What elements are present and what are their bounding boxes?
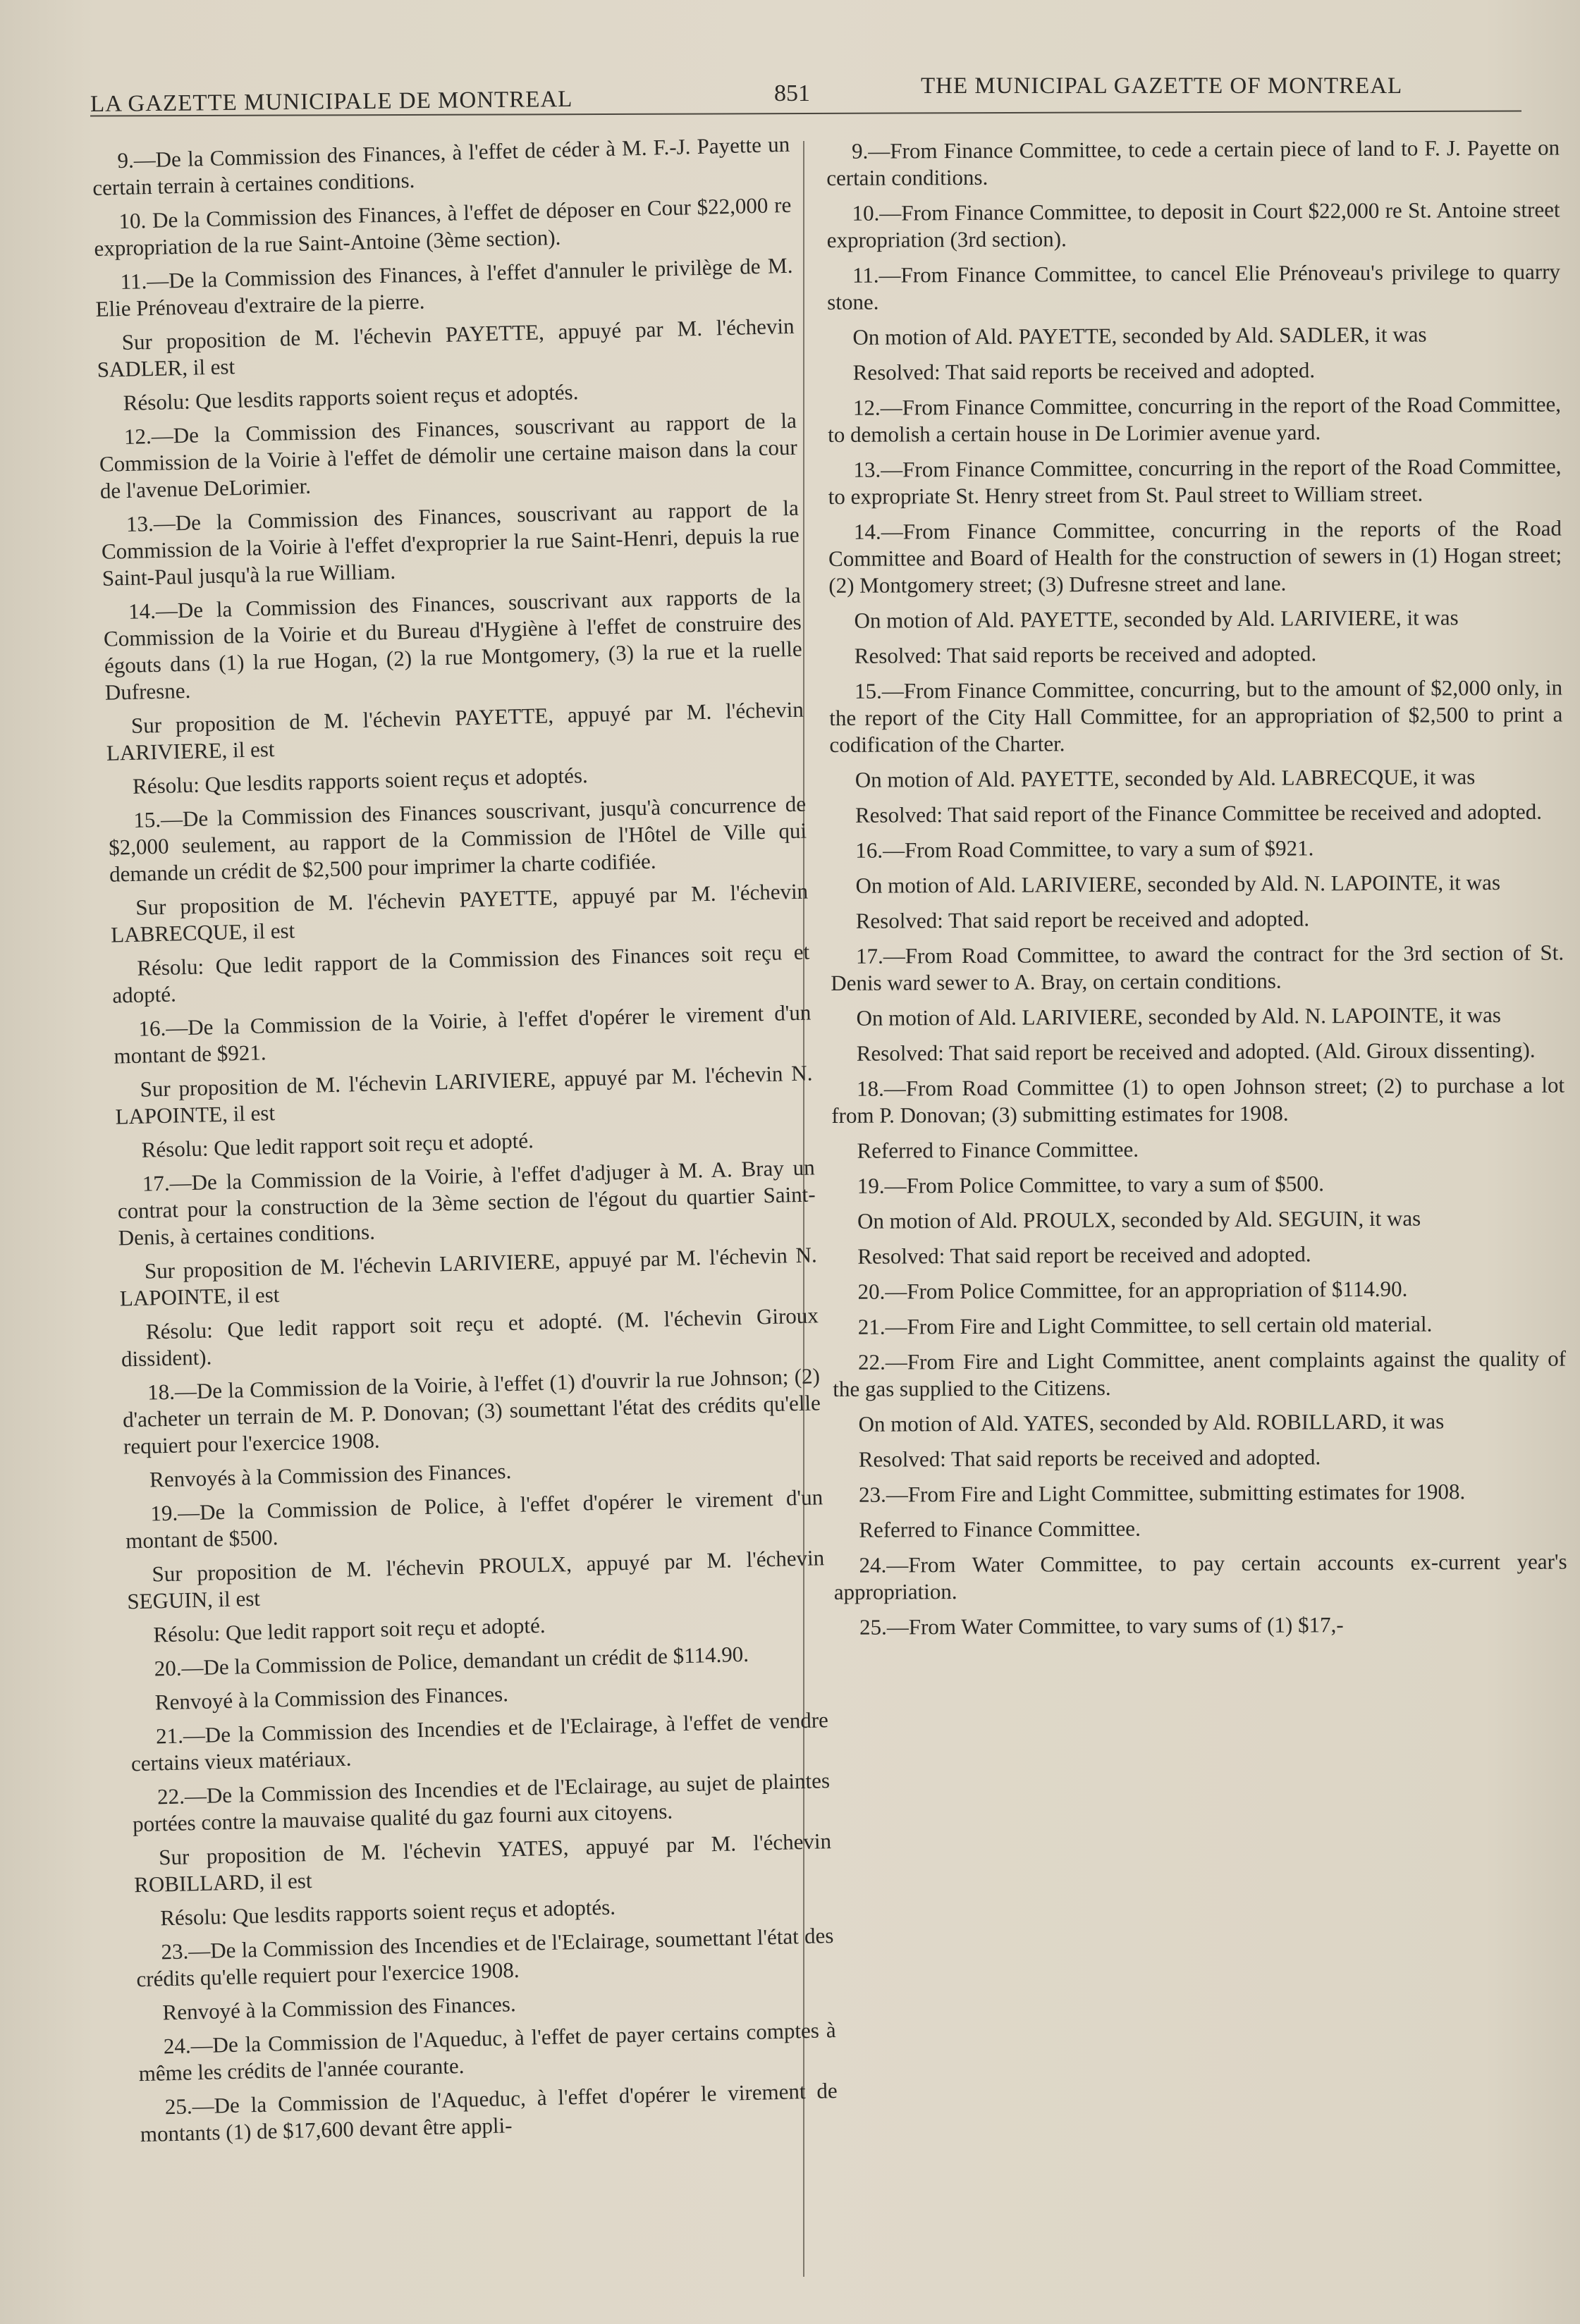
french-paragraph: Résolu: Que ledit rapport soit reçu et adopté. (153, 1612, 546, 1647)
french-paragraph: Sur proposition de M. l'échevin PAYETTE, appuyé par M. l'échevin LARIVIERE, il est (106, 696, 804, 766)
french-paragraph: Sur proposition de M. l'échevin YATES, appuyé par M. l'échevin ROBILLARD, il est (133, 1828, 832, 1898)
french-paragraph: 15.—De la Commission des Finances souscrivant, jusqu'à concurrence de $2,000 seulement, au rapport de la Commission de l'Hôtel de Ville qui demande un crédit de $2,500 pour imprimer la charte codifiée. (108, 791, 807, 887)
french-paragraph: Renvoyés à la Commission des Finances. (149, 1458, 512, 1492)
english-paragraph: 22.—From Fire and Light Committee, anent complaints against the quality of the gas supplied to the Citizens. (833, 1346, 1567, 1401)
french-paragraph: Renvoyé à la Commission des Finances. (154, 1681, 509, 1715)
english-paragraph: 23.—From Fire and Light Committee, submitting estimates for 1908. (858, 1479, 1466, 1507)
english-column (826, 135, 1567, 1649)
english-paragraph: 20.—From Police Committee, for an appropriation of $114.90. (857, 1276, 1408, 1304)
english-paragraph: On motion of Ald. PROULX, seconded by Ald. SEGUIN, it was (857, 1205, 1421, 1234)
english-paragraph: 14.—From Finance Committee, concurring in the reports of the Road Committee and Board of Health for the construction of sewers in (1) Hogan street; (2) Montgomery street; (3) Dufresne street and lane. (828, 515, 1562, 598)
english-paragraph: On motion of Ald. PAYETTE, seconded by Ald. SADLER, it was (852, 321, 1427, 350)
french-paragraph: Résolu: Que lesdits rapports soient reçus et adoptés. (123, 379, 579, 416)
english-paragraph: 21.—From Fire and Light Committee, to sell certain old material. (857, 1311, 1433, 1339)
french-paragraph: 20.—De la Commission de Police, demandant un crédit de $114.90. (154, 1641, 749, 1681)
english-paragraph: Resolved: That said reports be received and adopted. (854, 641, 1317, 668)
french-paragraph: 11.—De la Commission des Finances, à l'effet d'annuler le privilège de M. Elie Prénoveau d'extraire de la pierre. (95, 252, 793, 321)
french-paragraph: 21.—De la Commission des Incendies et de l'Eclairage, à l'effet de vendre certains vieux matériaux. (130, 1707, 829, 1776)
french-paragraph: 13.—De la Commission des Finances, souscrivant au rapport de la Commission de la Voirie à l'effet d'exproprier la rue Saint-Henri, depuis la rue Saint-Paul jusqu'à la rue William. (101, 495, 800, 591)
french-paragraph: 18.—De la Commission de la Voirie, à l'effet (1) d'ouvrir la rue Johnson; (2) d'acheter un terrain de M. P. Donovan; (3) soumettant l'état des crédits qu'elle requiert pour l'exercice 1908. (122, 1363, 821, 1459)
english-paragraph: 25.—From Water Committee, to vary sums of (1) $17,- (859, 1612, 1344, 1640)
english-paragraph: 15.—From Finance Committee, concurring, but to the amount of $2,000 only, in the report of the City Hall Committee, for an appropriation of $2,500 to print a codification of the Charter. (829, 675, 1563, 757)
french-paragraph: 12.—De la Commission des Finances, souscrivant au rapport de la Commission de la Voirie à l'effet de démolir une certaine maison dans la cour de l'avenue DeLorimier. (99, 407, 798, 503)
english-paragraph: On motion of Ald. LARIVIERE, seconded by Ald. N. LAPOINTE, it was (856, 1002, 1502, 1031)
french-paragraph: Résolu: Que ledit rapport de la Commission des Finances soit reçu et adopté. (111, 939, 810, 1008)
english-paragraph: On motion of Ald. YATES, seconded by Ald. ROBILLARD, it was (858, 1408, 1445, 1437)
english-paragraph: Referred to Finance Committee. (857, 1136, 1139, 1163)
english-paragraph: Resolved: That said report be received and adopted. (857, 1241, 1311, 1269)
english-paragraph: 10.—From Finance Committee, to deposit in Court $22,000 re St. Antoine street expropriation (3rd section). (826, 197, 1560, 252)
french-paragraph: 9.—De la Commission des Finances, à l'effet de céder à M. F.-J. Payette un certain terrain à certaines conditions. (92, 131, 790, 200)
header-title-english: THE MUNICIPAL GAZETTE OF MONTREAL (921, 73, 1403, 99)
french-paragraph: 16.—De la Commission de la Voirie, à l'effet d'opérer le virement d'un montant de $921. (114, 1000, 812, 1069)
french-column (92, 131, 838, 2155)
french-paragraph: 14.—De la Commission des Finances, souscrivant aux rapports de la Commission de la Voirie et du Bureau d'Hygiène à l'effet de construire des égouts dans (1) la rue Hogan, (2) la rue Montgomery, (3) la rue et la ruelle Dufresne. (103, 582, 803, 705)
english-paragraph: 18.—From Road Committee (1) to open Johnson street; (2) to purchase a lot from P. Donovan; (3) submitting estimates for 1908. (831, 1072, 1565, 1128)
french-paragraph: Sur proposition de M. l'échevin LARIVIERE, appuyé par M. l'échevin N. LAPOINTE, il est (119, 1242, 818, 1311)
english-paragraph: Resolved: That said report be received and adopted. (Ald. Giroux dissenting). (856, 1037, 1536, 1066)
english-paragraph: 16.—From Road Committee, to vary a sum of $921. (855, 835, 1314, 863)
french-paragraph: 23.—De la Commission des Incendies et de l'Eclairage, soumettant l'état des crédits qu'elle requiert pour l'exercice 1908. (136, 1923, 834, 1992)
french-paragraph: Renvoyé à la Commission des Finances. (162, 1991, 517, 2025)
english-paragraph: 17.—From Road Committee, to award the contract for the 3rd section of St. Denis ward sewer to A. Bray, on certain conditions. (831, 940, 1564, 995)
french-paragraph: 10. De la Commission des Finances, à l'effet de déposer en Cour $22,000 re expropriation de la rue Saint-Antoine (3ème section). (94, 192, 792, 261)
french-paragraph: 22.—De la Commission des Incendies et de l'Eclairage, au sujet de plaintes portées contre la mauvaise qualité du gaz fourni aux citoyens. (132, 1768, 831, 1837)
english-paragraph: On motion of Ald. PAYETTE, seconded by Ald. LARIVIERE, it was (854, 605, 1459, 633)
page-number: 851 (774, 80, 810, 106)
french-paragraph: Sur proposition de M. l'échevin PROULX, appuyé par M. l'échevin SEGUIN, il est (126, 1545, 825, 1614)
french-paragraph: 24.—De la Commission de l'Aqueduc, à l'effet de payer certains comptes à même les crédits de l'année courante. (138, 2017, 836, 2086)
english-paragraph: Resolved: That said reports be received and adopted. (852, 357, 1316, 385)
english-paragraph: 11.—From Finance Committee, to cancel Elie Prénoveau's privilege to quarry stone. (827, 259, 1561, 314)
french-paragraph: 25.—De la Commission de l'Aqueduc, à l'effet d'opérer le virement de montants (1) de $17,600 devant être appli- (140, 2077, 838, 2147)
french-paragraph: Résolu: Que lesdits rapports soient reçus et adoptés. (132, 763, 589, 799)
french-paragraph: Sur proposition de M. l'échevin LARIVIERE, appuyé par M. l'échevin N. LAPOINTE, il est (115, 1060, 813, 1129)
header-title-french: LA GAZETTE MUNICIPALE DE MONTREAL (90, 86, 573, 117)
english-paragraph: Resolved: That said report of the Finance Committee be received and adopted. (855, 799, 1543, 828)
english-paragraph: On motion of Ald. PAYETTE, seconded by Ald. LABRECQUE, it was (855, 764, 1476, 792)
french-paragraph: 19.—De la Commission de Police, à l'effet d'opérer le virement d'un montant de $500. (125, 1484, 823, 1554)
english-paragraph: Referred to Finance Committee. (859, 1515, 1141, 1542)
english-paragraph: 9.—From Finance Committee, to cede a certain piece of land to F. J. Payette on certain conditions. (826, 135, 1560, 190)
english-paragraph: 13.—From Finance Committee, concurring in the report of the Road Committee, to expropriate St. Henry street from St. Paul street to William street. (828, 453, 1562, 509)
english-paragraph: Resolved: That said report be received and adopted. (855, 906, 1310, 933)
french-paragraph: Résolu: Que ledit rapport soit reçu et adopté. (M. l'échevin Giroux dissident). (121, 1303, 819, 1372)
french-paragraph: 17.—De la Commission de la Voirie, à l'effet d'adjuger à M. A. Bray un contrat pour la construction de la 3ème section de l'égout du quartier Saint-Denis, à certaines conditions. (117, 1155, 816, 1250)
english-paragraph: 19.—From Police Committee, to vary a sum of $500. (857, 1171, 1325, 1198)
french-paragraph: Résolu: Que lesdits rapports soient reçus et adoptés. (159, 1894, 616, 1931)
french-paragraph: Sur proposition de M. l'échevin PAYETTE, appuyé par M. l'échevin SADLER, il est (97, 313, 795, 382)
english-paragraph: Resolved: That said reports be received and adopted. (858, 1444, 1321, 1472)
page-header (90, 68, 1500, 131)
french-paragraph: Sur proposition de M. l'échevin PAYETTE, appuyé par M. l'échevin LABRECQUE, il est (110, 878, 809, 947)
english-paragraph: 12.—From Finance Committee, concurring in the report of the Road Committee, to demolish a certain house in De Lorimier avenue yard. (828, 391, 1562, 447)
french-paragraph: Résolu: Que ledit rapport soit reçu et adopté. (141, 1128, 534, 1162)
english-paragraph: 24.—From Water Committee, to pay certain accounts ex-current year's appropriation. (833, 1549, 1567, 1604)
english-paragraph: On motion of Ald. LARIVIERE, seconded by Ald. N. LAPOINTE, it was (855, 870, 1501, 898)
